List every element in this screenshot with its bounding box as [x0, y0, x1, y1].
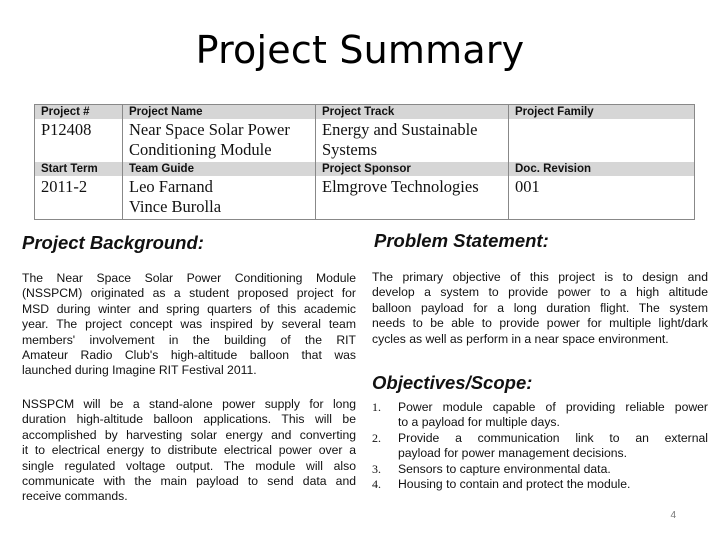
project-track: Energy and Sustainable Systems: [316, 119, 509, 162]
header-team-guide: Team Guide: [123, 162, 316, 176]
start-term: 2011-2: [35, 176, 123, 220]
header-project-family: Project Family: [509, 105, 695, 120]
list-item: 4. Housing to contain and protect the module.: [372, 477, 631, 492]
project-name: Near Space Solar Power Conditioning Module: [123, 119, 316, 162]
slide-title: Project Summary: [195, 28, 525, 72]
problem-heading: Problem Statement:: [374, 230, 549, 251]
table-header-row: [35, 162, 695, 176]
table-row: [35, 176, 695, 220]
header-start-term: Start Term: [35, 162, 123, 176]
background-heading: Project Background:: [22, 232, 204, 253]
header-project-sponsor: Project Sponsor: [316, 162, 509, 176]
list-item: 2. Provide a communication link to an external payload for power management decisions.: [372, 430, 708, 461]
background-paragraph-2: NSSPCM will be a stand-alone power supply for long duration high-altitude balloon applications. This will be accomplished by harvesting solar energy and converting it to electrical energy to distribute electrical power over a single regulated voltage output. The module will also communicate with the main payload to send data and receive commands.: [22, 397, 356, 504]
background-paragraph-1: The Near Space Solar Power Conditioning Module (NSSPCM) originated as a student proposed project for MSD during winter and spring quarters of this academic year. The project concept was inspired by several team members' involvement in the building of the RIT Amateur Radio Club's high-altitude balloon that was launched during Imagine RIT Festival 2011.: [22, 271, 356, 378]
header-project-track: Project Track: [316, 105, 509, 120]
header-project-number: Project #: [35, 105, 123, 120]
project-sponsor: Elmgrove Technologies: [316, 176, 509, 220]
objectives-heading: Objectives/Scope:: [372, 372, 533, 393]
header-doc-revision: Doc. Revision: [509, 162, 695, 176]
project-number: P12408: [35, 119, 123, 162]
project-family: [509, 119, 695, 162]
header-project-name: Project Name: [123, 105, 316, 120]
problem-paragraph: The primary objective of this project is to design and develop a system to provide power to a high altitude balloon payload for a long duration flight. The system needs to be able to provide power for multiple light/dark cycles as well as perform in a near space environment.: [372, 270, 708, 346]
doc-revision: 001: [509, 176, 695, 220]
team-guide: Leo Farnand Vince Burolla: [123, 176, 316, 220]
list-item: 3. Sensors to capture environmental data.: [372, 461, 611, 476]
project-info-table: [34, 104, 695, 220]
table-row: [35, 119, 695, 162]
objectives-list: [372, 400, 708, 492]
list-item: 1. Power module capable of providing reliable power to a payload for multiple days.: [372, 400, 708, 430]
table-header-row: [35, 105, 695, 120]
page-number: 4: [670, 510, 676, 521]
